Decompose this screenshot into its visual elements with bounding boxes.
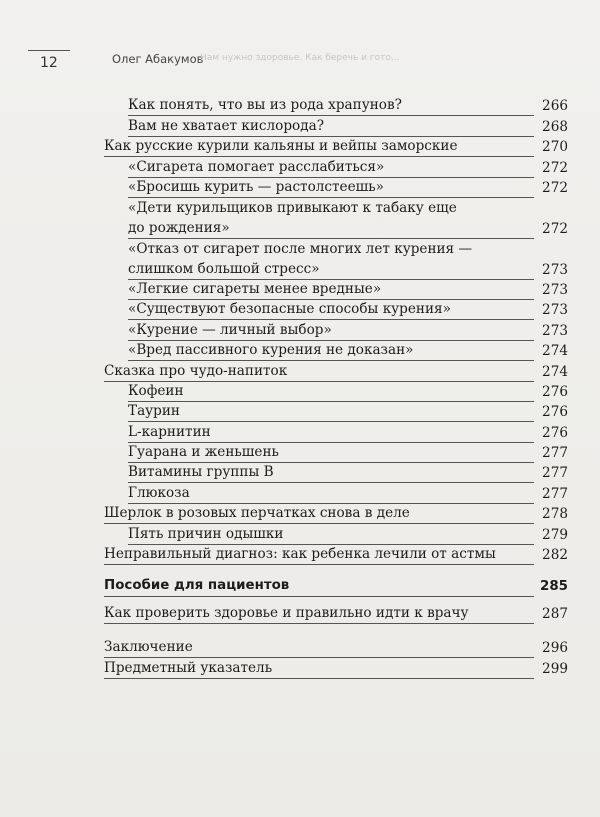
toc-entry-page: 278 bbox=[542, 506, 568, 523]
toc-entry-title: Витамины группы B bbox=[128, 462, 534, 483]
toc-entry-page: 276 bbox=[542, 404, 568, 421]
toc-entry-title: Кофеин bbox=[128, 381, 534, 402]
toc-entry-page: 277 bbox=[542, 445, 568, 462]
table-of-contents bbox=[104, 96, 568, 679]
toc-entry bbox=[104, 178, 568, 198]
bleed-through-text: Нам нужно здоровье. Как беречь и гото... bbox=[200, 53, 400, 63]
toc-entry-title: L-карнитин bbox=[128, 422, 534, 443]
toc-entry-title: Гуарана и женьшень bbox=[128, 442, 534, 463]
toc-entry bbox=[104, 116, 568, 136]
toc-entry-title: Пять причин одышки bbox=[128, 524, 534, 545]
toc-entry-page: 276 bbox=[542, 383, 568, 400]
toc-entry-title: «Сигарета помогает расслабиться» bbox=[128, 157, 534, 178]
toc-entry-page: 274 bbox=[542, 363, 568, 380]
toc-entry-page: 296 bbox=[542, 640, 568, 657]
toc-entry bbox=[104, 157, 568, 177]
toc-entry bbox=[104, 382, 568, 402]
toc-entry-page: 276 bbox=[542, 424, 568, 441]
toc-entry-page: 273 bbox=[542, 322, 568, 339]
toc-entry-page: 266 bbox=[542, 98, 568, 115]
toc-entry-page: 272 bbox=[542, 159, 568, 176]
toc-entry bbox=[104, 341, 568, 361]
toc-entry bbox=[104, 280, 568, 300]
toc-section-page: 285 bbox=[540, 579, 568, 595]
toc-entry-title: Таурин bbox=[128, 401, 534, 422]
toc-section-title: Пособие для пациентов bbox=[104, 576, 534, 597]
toc-entry-page: 268 bbox=[542, 118, 568, 135]
toc-entry bbox=[104, 545, 568, 565]
toc-entry-conclusion bbox=[104, 638, 568, 658]
toc-entry bbox=[104, 137, 568, 157]
toc-entry-title: Как проверить здоровье и правильно идти к врачу bbox=[104, 603, 534, 624]
toc-entry-page: 277 bbox=[542, 465, 568, 482]
toc-entry bbox=[104, 483, 568, 503]
toc-entry-title-line1: «Дети курильщиков привыкают к табаку еще bbox=[128, 199, 457, 216]
toc-entry-page: 273 bbox=[542, 261, 568, 278]
toc-entry-title: «Вред пассивного курения не доказан» bbox=[128, 340, 534, 361]
toc-entry-title: Шерлок в розовых перчатках снова в деле bbox=[104, 503, 534, 524]
toc-entry-page: 273 bbox=[542, 302, 568, 319]
toc-entry-page: 272 bbox=[542, 220, 568, 237]
toc-section-heading bbox=[104, 577, 568, 597]
toc-entry-title: Предметный указатель bbox=[104, 658, 534, 679]
toc-entry-title: «Курение — личный выбор» bbox=[128, 320, 534, 341]
toc-entry bbox=[104, 524, 568, 544]
toc-entry-page: 274 bbox=[542, 343, 568, 360]
toc-entry bbox=[104, 402, 568, 422]
toc-entry bbox=[104, 300, 568, 320]
toc-entry bbox=[104, 361, 568, 381]
toc-entry-title: «Существуют безопасные способы курения» bbox=[128, 299, 534, 320]
toc-entry bbox=[104, 320, 568, 340]
toc-entry bbox=[104, 422, 568, 442]
toc-entry bbox=[104, 463, 568, 483]
toc-entry-title: слишком большой стресс» bbox=[128, 259, 534, 280]
toc-entry-title: Заключение bbox=[104, 637, 534, 658]
toc-entry-title: до рождения» bbox=[128, 218, 534, 239]
toc-entry-title: «Бросишь курить — растолстеешь» bbox=[128, 177, 534, 198]
running-header bbox=[28, 46, 568, 76]
toc-entry bbox=[104, 239, 568, 280]
toc-entry-index bbox=[104, 658, 568, 678]
toc-entry-page: 287 bbox=[542, 605, 568, 622]
toc-entry-page: 273 bbox=[542, 281, 568, 298]
toc-entry-page: 270 bbox=[542, 139, 568, 156]
toc-entry-title: Неправильный диагноз: как ребенка лечили от астмы bbox=[104, 544, 534, 565]
toc-entry-page: 272 bbox=[542, 179, 568, 196]
toc-entry-title: Как понять, что вы из рода храпунов? bbox=[128, 95, 534, 116]
toc-entry-page: 299 bbox=[542, 660, 568, 677]
toc-entry-title: «Легкие сигареты менее вредные» bbox=[128, 279, 534, 300]
toc-entry-title: Глюкоза bbox=[128, 483, 534, 504]
toc-entry-page: 277 bbox=[542, 485, 568, 502]
toc-entry-page: 282 bbox=[542, 547, 568, 564]
page-number: 12 bbox=[40, 55, 58, 71]
toc-entry-page: 279 bbox=[542, 526, 568, 543]
author-name: Олег Абакумов bbox=[112, 52, 204, 66]
header-rule bbox=[28, 50, 70, 51]
toc-entry-title: Вам не хватает кислорода? bbox=[128, 116, 534, 137]
toc-entry bbox=[104, 603, 568, 623]
toc-entry bbox=[104, 96, 568, 116]
toc-entry-title-line1: «Отказ от сигарет после многих лет курения — bbox=[128, 240, 473, 257]
toc-entry-title: Как русские курили кальяны и вейпы заморские bbox=[104, 136, 534, 157]
toc-entry bbox=[104, 198, 568, 239]
toc-entry bbox=[104, 504, 568, 524]
toc-entry bbox=[104, 443, 568, 463]
toc-entry-title: Сказка про чудо-напиток bbox=[104, 361, 534, 382]
